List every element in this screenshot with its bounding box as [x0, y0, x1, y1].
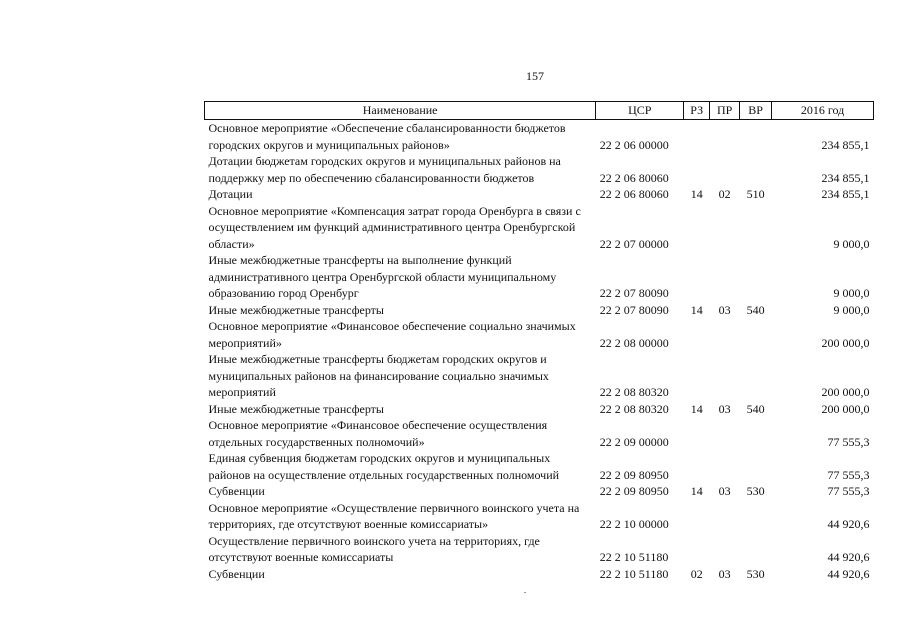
row-name: Субвенции: [208, 566, 265, 581]
row-csr: 22 2 07 80090: [599, 302, 669, 317]
row-rz: [684, 500, 710, 533]
header-rz: РЗ: [684, 102, 710, 120]
row-csr: 22 2 09 00000: [599, 434, 669, 449]
row-vr: [740, 450, 772, 483]
row-rz: [684, 417, 710, 450]
table-row: [205, 153, 874, 186]
table-body: [205, 120, 874, 583]
row-rz: [684, 203, 710, 253]
table-row: [205, 500, 874, 533]
scan-speck: [524, 592, 526, 593]
row-pr: [710, 417, 740, 450]
row-vr: 540: [746, 401, 765, 416]
row-amount: 44 920,6: [827, 517, 870, 531]
table-row: [205, 566, 874, 583]
row-amount: 77 555,3: [827, 467, 870, 482]
table-row: [205, 302, 874, 319]
row-rz: 14: [690, 302, 703, 317]
row-name: Иные межбюджетные трансферты: [208, 302, 384, 317]
budget-table: [204, 101, 874, 582]
row-pr: 02: [718, 187, 731, 201]
row-vr: [740, 153, 772, 186]
table-header: [205, 102, 874, 120]
row-vr: [740, 318, 772, 351]
row-csr: 22 2 09 80950: [599, 467, 669, 482]
row-vr: [740, 252, 772, 302]
row-pr: 03: [718, 401, 731, 416]
row-vr: 510: [746, 187, 765, 201]
row-csr: 22 2 08 00000: [599, 335, 669, 350]
row-csr: 22 2 08 80320: [599, 385, 669, 399]
row-csr: 22 2 10 51180: [599, 566, 669, 581]
row-name: Иные межбюджетные трансферты на выполнение функций административного центра Оренбургской области муниципальному образованию город Оренбург: [208, 253, 557, 300]
table-row: [205, 318, 874, 351]
row-vr: [740, 351, 772, 401]
row-name: Основное мероприятие «Компенсация затрат города Оренбурга в связи с осуществлением им функций административного центра Оренбургской области»: [208, 203, 581, 251]
header-year: 2016 год: [772, 102, 874, 120]
row-rz: [684, 120, 710, 154]
row-rz: [684, 318, 710, 351]
table-row: [205, 186, 874, 203]
row-pr: 03: [718, 484, 731, 498]
row-name: Иные межбюджетные трансферты бюджетам городских округов и муниципальных районов на финансирование социально значимых мероприятий: [208, 352, 549, 399]
table-row: [205, 450, 874, 483]
row-rz: [684, 533, 710, 566]
row-csr: 22 2 06 00000: [599, 137, 669, 152]
row-pr: [710, 203, 740, 253]
row-csr: 22 2 08 80320: [599, 401, 669, 416]
row-rz: 14: [690, 187, 703, 201]
table-row: [205, 120, 874, 154]
row-name: Дотации: [208, 187, 253, 201]
header-csr: ЦСР: [596, 102, 684, 120]
row-name: Основное мероприятие «Финансовое обеспечение осуществления отдельных государственных полномочий»: [208, 418, 548, 449]
row-rz: [684, 351, 710, 401]
row-name: Субвенции: [208, 484, 265, 498]
row-rz: [684, 153, 710, 186]
header-row: [205, 102, 874, 120]
row-pr: 03: [718, 302, 731, 317]
row-vr: [740, 203, 772, 253]
table-row: [205, 401, 874, 418]
row-csr: 22 2 10 00000: [599, 517, 669, 531]
header-vr: ВР: [740, 102, 772, 120]
row-csr: 22 2 06 80060: [599, 187, 669, 201]
row-pr: [710, 153, 740, 186]
row-vr: 540: [746, 302, 765, 317]
row-amount: 44 920,6: [827, 550, 870, 564]
row-name: Основное мероприятие «Осуществление первичного воинского учета на территориях, где отсутствуют военные комиссариаты»: [208, 500, 580, 531]
row-pr: [710, 318, 740, 351]
table-row: [205, 483, 874, 500]
row-amount: 9 000,0: [833, 302, 870, 317]
row-amount: 9 000,0: [833, 286, 870, 300]
row-csr: 22 2 10 51180: [599, 550, 669, 564]
row-rz: 02: [690, 566, 703, 581]
row-vr: [740, 533, 772, 566]
page-number: 157: [526, 69, 544, 83]
row-csr: 22 2 06 80060: [599, 170, 669, 185]
row-amount: 200 000,0: [821, 385, 870, 399]
row-amount: 234 855,1: [821, 137, 870, 152]
row-name: Дотации бюджетам городских округов и муниципальных районов на поддержку мер по обеспечению сбалансированности бюджетов: [208, 154, 561, 185]
row-pr: 03: [718, 566, 731, 581]
row-amount: 9 000,0: [833, 236, 870, 251]
row-pr: [710, 533, 740, 566]
row-csr: 22 2 09 80950: [599, 484, 669, 498]
row-pr: [710, 500, 740, 533]
row-rz: [684, 252, 710, 302]
row-pr: [710, 252, 740, 302]
table-row: [205, 417, 874, 450]
row-rz: 14: [690, 484, 703, 498]
row-amount: 234 855,1: [821, 170, 870, 185]
row-vr: 530: [746, 484, 765, 498]
row-name: Основное мероприятие «Финансовое обеспечение социально значимых мероприятий»: [208, 319, 576, 350]
row-csr: 22 2 07 80090: [599, 286, 669, 300]
row-name: Основное мероприятие «Обеспечение сбалансированности бюджетов городских округов и муниципальных районов»: [208, 121, 566, 152]
row-csr: 22 2 07 00000: [599, 236, 669, 251]
row-pr: [710, 450, 740, 483]
row-vr: [740, 417, 772, 450]
header-pr: ПР: [710, 102, 740, 120]
row-amount: 200 000,0: [821, 401, 870, 416]
header-name: Наименование: [205, 102, 596, 120]
row-vr: 530: [746, 566, 765, 581]
row-name: Иные межбюджетные трансферты: [208, 401, 384, 416]
row-amount: 77 555,3: [827, 434, 870, 449]
row-pr: [710, 351, 740, 401]
row-amount: 44 920,6: [827, 566, 870, 581]
row-amount: 200 000,0: [821, 335, 870, 350]
row-vr: [740, 500, 772, 533]
table-row: [205, 252, 874, 302]
table-row: [205, 533, 874, 566]
row-name: Осуществление первичного воинского учета на территориях, где отсутствуют военные комиссариаты: [208, 533, 540, 564]
row-name: Единая субвенция бюджетам городских округов и муниципальных районов на осуществление отдельных государственных полномочий: [208, 451, 560, 482]
row-amount: 234 855,1: [821, 187, 870, 201]
table-row: [205, 203, 874, 253]
row-pr: [710, 120, 740, 154]
row-rz: 14: [690, 401, 703, 416]
row-amount: 77 555,3: [827, 484, 870, 498]
row-vr: [740, 120, 772, 154]
row-rz: [684, 450, 710, 483]
table-row: [205, 351, 874, 401]
